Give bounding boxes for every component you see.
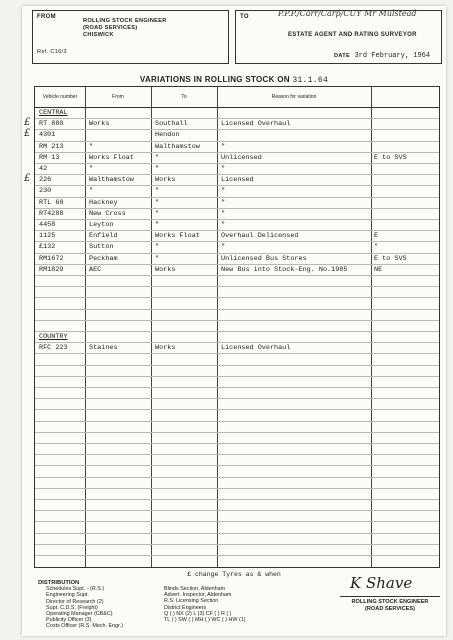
row-rule (35, 544, 439, 545)
cell-extra: NE (374, 265, 383, 274)
row-rule (35, 454, 439, 455)
cell-from: Enfield (89, 232, 118, 241)
row-rule (35, 465, 439, 466)
col-header-from: From (85, 87, 151, 108)
cell-vehicle: 1125 (39, 232, 56, 241)
cell-to: " (155, 243, 160, 252)
col-divider (151, 87, 152, 567)
cell-reason: Unlicensed (221, 153, 262, 162)
col-divider (371, 87, 372, 567)
cell-from: " (89, 142, 94, 151)
row-rule (35, 409, 439, 410)
cell-to: " (155, 209, 160, 218)
cell-reason: " (221, 209, 226, 218)
cell-to: Works Float (155, 232, 200, 241)
row-rule (35, 253, 439, 254)
cell-from: Works Float (89, 153, 134, 162)
row-rule (35, 185, 439, 186)
cell-to: " (155, 153, 160, 162)
from-line-2: (ROAD SERVICES) (83, 25, 138, 31)
cell-vehicle: RM 13 (39, 153, 60, 162)
row-rule (35, 163, 439, 164)
col-divider (85, 87, 86, 567)
cell-reason: " (221, 187, 226, 196)
col-header-to: To (151, 87, 217, 108)
cell-vehicle: £132 (39, 243, 56, 252)
cell-to: Walthamstow (155, 142, 200, 151)
distribution-item: Director of Research (2) (46, 598, 104, 605)
row-rule (35, 174, 439, 175)
row-rule (35, 398, 439, 399)
cell-extra: E (374, 232, 379, 241)
cell-from: Leyton (89, 221, 114, 229)
distribution-item: District Engineers (164, 604, 207, 611)
cell-to: Southall (155, 120, 188, 129)
cell-to: " (155, 187, 160, 196)
from-box (32, 10, 229, 64)
row-rule (35, 241, 439, 242)
distribution-item: TL ( ) SW ( ) MH ( ) WC ( ) HW (1) (164, 617, 246, 624)
cell-from: Sutton (89, 243, 114, 252)
document-sheet (22, 6, 446, 636)
row-rule (35, 141, 439, 142)
cell-reason: " (221, 142, 226, 151)
cell-vehicle: 226 (39, 176, 52, 185)
cell-reason: New Bus into Stock-Eng. No.1985 (221, 265, 348, 274)
distribution-item: Advert. Inspector, Aldenham (164, 592, 232, 599)
distribution-item: Q ( ) NX (2) L (3) CF ( ) R ( ) (164, 610, 232, 617)
distribution-right (164, 586, 246, 623)
cell-to: Works (155, 265, 176, 274)
section-heading: COUNTRY (39, 333, 68, 341)
date-label: DATE (334, 53, 351, 59)
distribution-list (38, 580, 123, 630)
signature-line (340, 596, 440, 597)
cell-reason: " (221, 221, 226, 229)
cell-from: Peckham (89, 254, 118, 263)
cell-to: Works (155, 344, 176, 353)
cell-from: " (89, 187, 94, 196)
cell-to: " (155, 221, 160, 229)
row-rule (35, 387, 439, 388)
col-divider (217, 87, 218, 567)
cell-reason: " (221, 198, 226, 207)
cell-extra: " (374, 243, 379, 252)
cell-vehicle: RM 213 (39, 142, 64, 151)
distribution-left (38, 586, 123, 629)
margin-mark: £ (24, 173, 31, 185)
cell-to: Hendon (155, 131, 180, 140)
distribution-item: Blinds Section, Aldenham (164, 586, 226, 592)
row-rule (35, 488, 439, 489)
section-heading: CENTRAL (39, 109, 68, 117)
row-rule (35, 555, 439, 556)
distribution-item: Operating Manager (CB&C) (46, 611, 113, 618)
row-rule (35, 264, 439, 265)
to-label: TO (240, 14, 249, 20)
cell-reason: " (221, 165, 226, 173)
cell-vehicle: 42 (39, 165, 48, 173)
reference: Ref. C16/3 (37, 49, 67, 55)
cell-vehicle: RFC 223 (39, 344, 68, 353)
cell-reason: " (221, 243, 226, 252)
row-rule (35, 421, 439, 422)
cell-reason: Unlicensed Bus Stores (221, 254, 307, 263)
row-rule (35, 331, 439, 332)
row-rule (35, 275, 439, 276)
row-rule (35, 297, 439, 298)
page-title (22, 75, 446, 85)
signature-title (340, 599, 440, 612)
row-rule (35, 208, 439, 209)
variations-table (34, 86, 440, 568)
row-rule (35, 286, 439, 287)
to-box (235, 10, 442, 64)
col-header-extra (371, 87, 439, 108)
cell-vehicle: RT4288 (39, 209, 64, 218)
row-rule (35, 342, 439, 343)
cell-from: " (89, 165, 94, 173)
row-rule (35, 521, 439, 522)
title-text: VARIATIONS IN ROLLING STOCK ON (139, 75, 290, 84)
cell-from: AEC (89, 265, 102, 274)
distribution-label: DISTRIBUTION (38, 580, 80, 586)
cell-from: Hackney (89, 198, 118, 207)
date-value: 3rd February, 1964 (354, 52, 431, 60)
row-rule (35, 365, 439, 366)
distribution-item: Publicity Officer (3) (46, 617, 92, 624)
row-rule (35, 118, 439, 119)
footnote: £ change Tyres as & when (187, 571, 281, 578)
row-rule (35, 533, 439, 534)
cell-to: " (155, 165, 160, 173)
col-header-vehicle: Vehicle number (35, 87, 85, 108)
row-rule (35, 309, 439, 310)
from-label: FROM (37, 14, 56, 20)
col-header-reason: Reason for variation (217, 87, 371, 108)
cell-from: Walthamstow (89, 176, 134, 185)
cell-from: Staines (89, 344, 118, 353)
distribution-item: Schedules Supt. - (R.S.) (46, 586, 105, 593)
row-rule (35, 376, 439, 377)
cell-vehicle: RTL 68 (39, 198, 64, 207)
to-handwriting: P.P.P./Carr/Carp/CUY Mr Mulstead (278, 9, 417, 18)
row-rule (35, 510, 439, 511)
distribution-item: Supt. C.D.S. (Freight) (46, 604, 98, 611)
row-rule (35, 219, 439, 220)
row-rule (35, 197, 439, 198)
signature-title-line: (ROAD SERVICES) (365, 605, 415, 612)
row-rule (35, 443, 439, 444)
cell-to: Works (155, 176, 176, 185)
cell-to: " (155, 198, 160, 207)
row-rule (35, 230, 439, 231)
margin-mark: £ (24, 128, 31, 140)
cell-reason: Licensed Overhaul (221, 120, 291, 129)
cell-vehicle: 230 (39, 187, 52, 196)
row-rule (35, 499, 439, 500)
to-line: ESTATE AGENT AND RATING SURVEYOR (288, 32, 417, 38)
cell-vehicle: RM1829 (39, 265, 64, 274)
row-rule (35, 353, 439, 354)
row-rule (35, 320, 439, 321)
row-rule (35, 152, 439, 153)
cell-extra: E to SVS (374, 254, 407, 263)
row-rule (35, 432, 439, 433)
cell-from: Works (89, 120, 110, 129)
cell-reason: Licensed Overhaul (221, 344, 291, 353)
cell-reason: Licensed (221, 176, 254, 185)
signature-title-line: ROLLING STOCK ENGINEER (351, 599, 429, 605)
margin-mark: £ (24, 117, 31, 129)
distribution-item: Costs Officer (R.S. Mech. Engr.) (46, 623, 123, 630)
cell-from: New Cross (89, 209, 126, 218)
signature: K Shave (350, 574, 413, 592)
cell-vehicle: 4458 (39, 221, 56, 229)
from-line-1: ROLLING STOCK ENGINEER (83, 18, 167, 24)
cell-reason: Overhaul Delicensed (221, 232, 299, 241)
date-line (334, 44, 430, 62)
distribution-item: R.S. Licensing Section (164, 598, 219, 605)
row-rule (35, 477, 439, 478)
row-rule (35, 129, 439, 130)
distribution-item: Engineering Supt. (46, 592, 89, 599)
cell-vehicle: RT 880 (39, 120, 64, 129)
cell-to: " (155, 254, 160, 263)
cell-vehicle: RM1672 (39, 254, 64, 263)
cell-vehicle: 4301 (39, 131, 56, 140)
cell-extra: E to SVS (374, 153, 407, 162)
title-date: 31.1.64 (292, 76, 329, 85)
from-line-3: CHISWICK (83, 32, 114, 38)
